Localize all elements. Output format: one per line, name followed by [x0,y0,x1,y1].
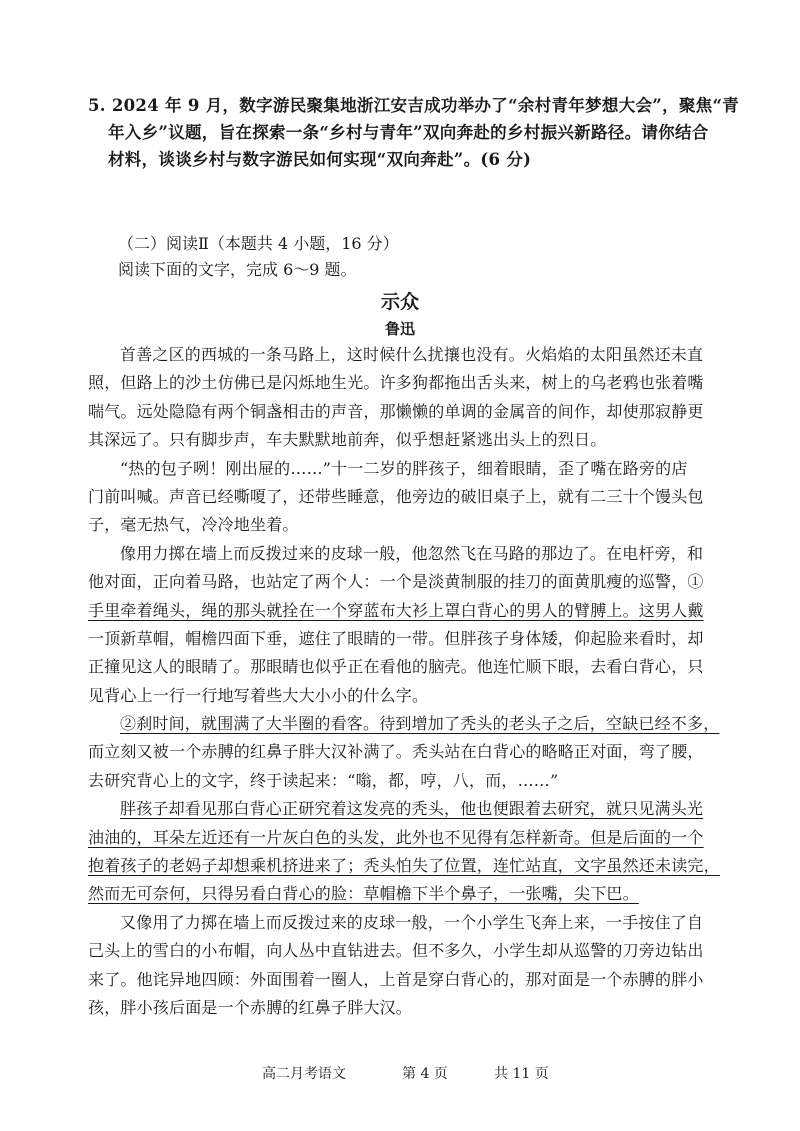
passage-line [88,369,720,397]
line-text: 一顶新草帽，帽檐四面下垂，遮住了眼睛的一带。但胖孩子身体矮，仰起脸来看时，却 [88,628,704,648]
line-text: 喘气。远处隐隐有两个铜盏相击的声音，那懒懒的单调的金属音的间作，却使那寂静更 [88,401,704,421]
underlined-text: 油油的，耳朵左近还有一片灰白色的头发，此外也不见得有怎样新奇。但是后面的一个 [88,827,704,847]
question-5-line: 年入乡”议题，旨在探索一条“乡村与青年”双向奔赴的乡村振兴新路径。请你结合 [108,123,709,142]
passage-line [88,994,720,1022]
question-5-line: 5. 2024 年 9 月，数字游民聚集地浙江安吉成功举办了“余村青年梦想大会”，聚焦“青 [88,96,740,115]
line-text: 首善之区的西城的一条马路上，这时候什么扰攘也没有。火焰焰的太阳虽然还未直 [120,345,704,364]
passage-line [88,653,720,681]
line-text: 照，但路上的沙土仿佛已是闪烁地生光。许多狗都拖出舌头来，树上的乌老鸦也张着嘴 [88,373,704,393]
line-text: 而立刻又被一个赤膊的红鼻子胖大汉补满了。秃头站在白背心的略略正对面，弯了腰， [88,742,704,762]
passage-line [88,426,720,454]
passage-line [88,341,720,369]
footer-page-number: 第 4 页 [402,1066,448,1082]
passage-line [88,625,720,653]
line-text: 又像用了力掷在墙上而反拨过来的皮球一般，一个小学生飞奔上来，一手按住了自 [120,912,704,932]
passage-line [88,710,720,738]
passage-line [88,455,720,483]
passage-author: 鲁迅 [384,320,415,338]
section-heading: （二）阅读Ⅱ（本题共 4 小题，16 分） [118,234,399,253]
underlined-text: 抱着孩子的老妈子却想乘机挤进来了；秃头怕失了位置，连忙站直，文字虽然还未读完， [88,856,720,876]
line-text: 己头上的雪白的小布帽，向人丛中直钻进去。但不多久，小学生却从巡警的刀旁边钻出 [88,941,704,961]
passage-line [88,511,720,539]
passage-paragraph [88,710,720,795]
question-5-line: 材料，谈谈乡村与数字游民如何实现“双向奔赴”。(6 分) [108,150,532,169]
passage-paragraph [88,455,720,540]
line-text: 孩，胖小孩后面是一个赤膊的红鼻子胖大汉。 [88,997,413,1017]
passage-paragraph [88,341,720,455]
passage-line [88,682,720,710]
passage-line [88,795,720,823]
line-text: 他对面，正向着马路，也站定了两个人：一个是淡黄制服的挂刀的面黄肌瘦的巡警，① [88,572,704,592]
underlined-text: 胖孩子却看见那白背心正研究着这发亮的秃头，他也便跟着去研究，就只见满头光 [120,799,704,819]
passage-line [88,937,720,965]
passage-line [88,909,720,937]
footer-subject: 高二月考语文 [262,1066,346,1082]
line-text: 门前叫喊。声音已经嘶嗄了，还带些睡意，他旁边的破旧桌子上，就有二三十个馒头包 [88,486,704,506]
line-text: 见背心上一行一行地写着些大大小小的什么字。 [88,685,429,705]
passage-line [88,880,720,908]
passage-paragraph [88,795,720,909]
line-text: 来了。他诧异地四顾：外面围着一圈人，上首是穿白背心的，那对面是一个赤膊的胖小 [88,969,704,989]
passage-line [88,597,720,625]
line-text: 去研究背心上的文字，终于读起来：“嗡，都，哼，八，而，……” [88,770,559,790]
passage-paragraph [88,909,720,1023]
passage-line [88,738,720,766]
footer-page-total: 共 11 页 [494,1066,549,1082]
passage-line [88,767,720,795]
passage-paragraph [88,540,720,710]
underlined-text: 手里牵着绳头，绳的那头就拴在一个穿蓝布大衫上罩白背心的男人的臂膊上。这男人戴 [88,600,704,620]
passage-line [88,966,720,994]
passage-line [88,824,720,852]
question-5 [88,92,740,173]
line-text: 像用力掷在墙上而反拨过来的皮球一般，他忽然飞在马路的那边了。在电杆旁，和 [120,543,704,563]
line-text: 子，毫无热气，冷冷地坐着。 [88,515,299,535]
line-text: 其深远了。只有脚步声，车夫默默地前奔，似乎想赶紧逃出头上的烈日。 [88,430,607,450]
underlined-text: 然而无可奈何，只得另看白背心的脸：草帽檐下半个鼻子，一张嘴，尖下巴。 [88,884,639,904]
passage-line [88,568,720,596]
line-text: “热的包子咧！刚出屉的……”十一二岁的胖孩子，细着眼睛，歪了嘴在路旁的店 [120,458,688,478]
reading-instruction: 阅读下面的文字，完成 6～9 题。 [118,260,357,279]
passage-line [88,540,720,568]
line-text: 正撞见这人的眼睛了。那眼睛也似乎正在看他的脑壳。他连忙顺下眼，去看白背心，只 [88,657,704,677]
passage-line [88,483,720,511]
underlined-text: ②刹时间，就围满了大半圈的看客。待到增加了秃头的老头子之后，空缺已经不多， [120,714,720,734]
passage-line [88,398,720,426]
passage-title: 示众 [380,291,419,313]
passage-body [88,341,720,1022]
passage-line [88,852,720,880]
